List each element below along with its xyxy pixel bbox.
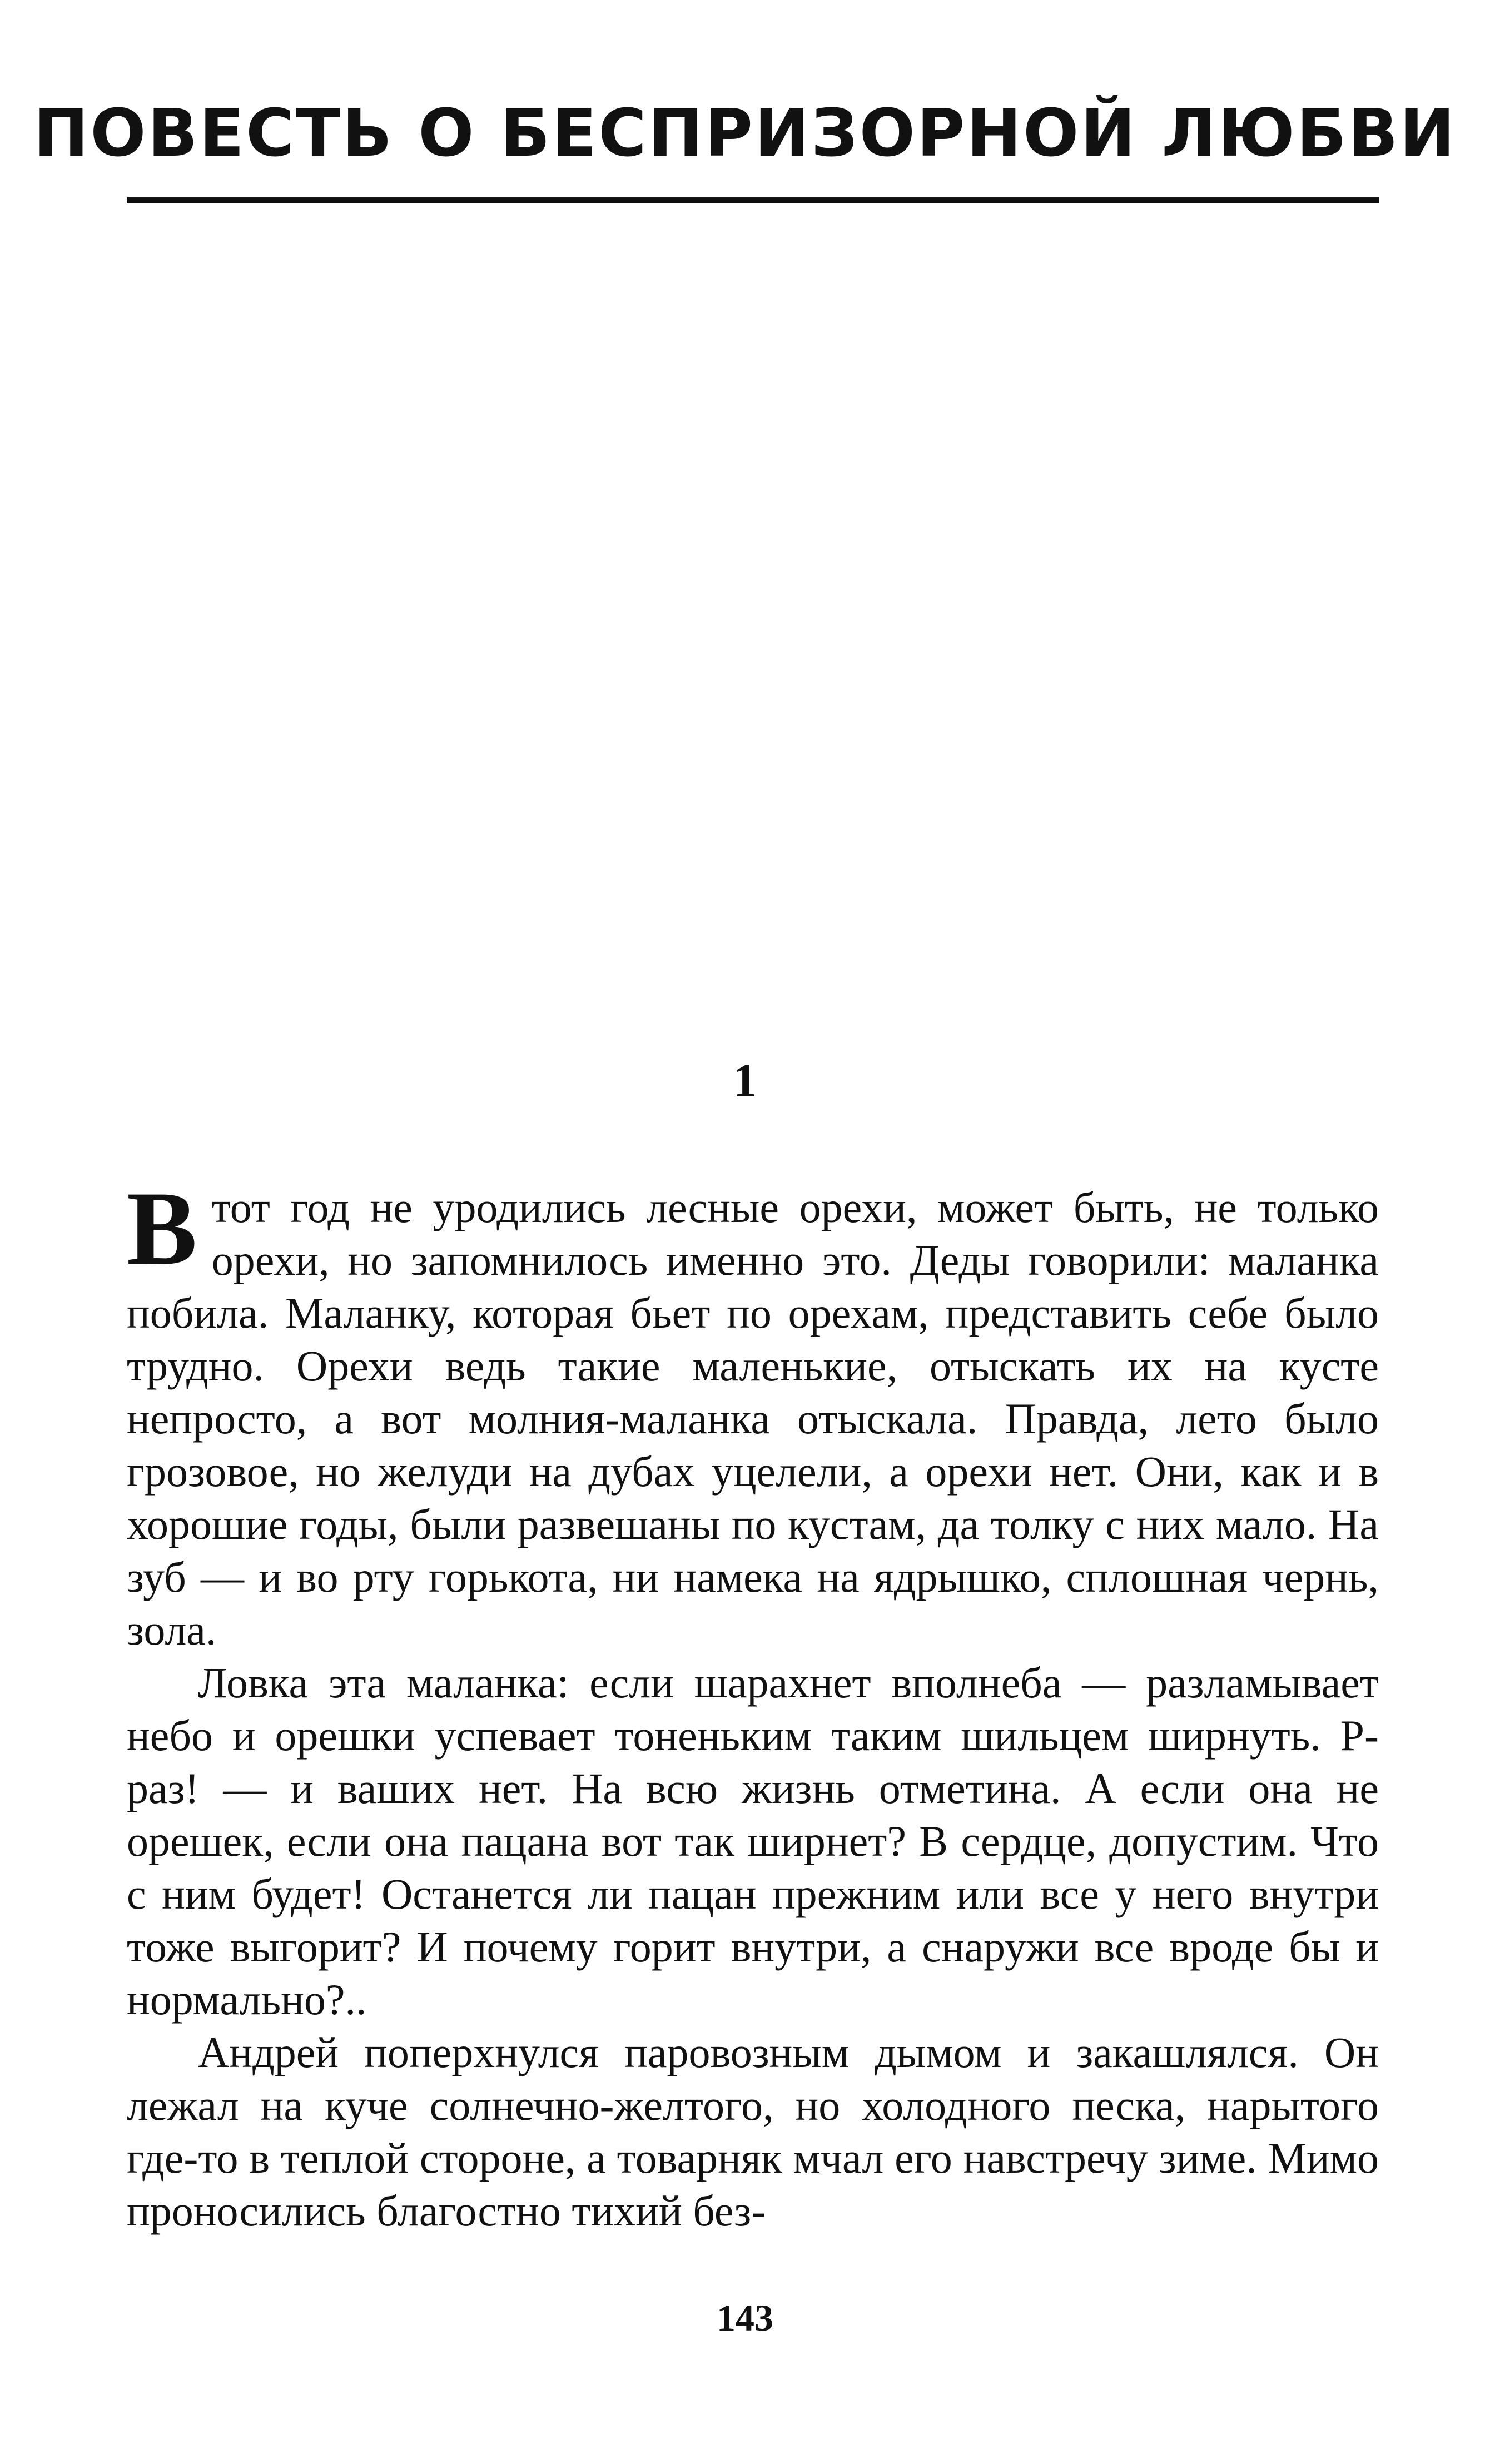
chapter-number: 1 <box>733 1054 757 1107</box>
paragraph-1-text: тот год не уродились лесные орехи, может быть, не только орехи, но запомнилось именно это. Деды говорили: маланка побила. Маланку, которая бьет по орехам, представить себе было трудно. Орехи ведь такие маленькие, отыскать их на кусте непросто, а вот молния-маланка отыскала. Правда, лето было грозовое, но желуди на дубах уцелели, а орехи нет. Они, как и в хорошие годы, были развешаны по кустам, да толку с них мало. На зуб — и во рту горькота, ни намека на ядрышко, сплошная чернь, зола. <box>127 1183 1379 1654</box>
page-title: ПОВЕСТЬ О БЕСПРИЗОРНОЙ ЛЮБВИ <box>33 95 1457 171</box>
paragraph-2: Ловка эта маланка: если шарахнет вполнеба — разламывает небо и орешки успевает тоненьким таким шильцем ширнуть. Р-раз! — и ваших нет. На всю жизнь отметина. А если она не орешек, если она пацана вот так ширнет? В сердце, допустим. Что с ним будет! Останется ли пацан прежним или все у него внутри тоже выгорит? И почему горит внутри, а снаружи все вроде бы и нормально?.. <box>127 1658 1379 2024</box>
paragraph-1 <box>127 1170 1379 1656</box>
title-divider <box>127 197 1379 203</box>
drop-cap: В <box>127 1170 197 1287</box>
page-number: 143 <box>717 2297 773 2339</box>
paragraph-3: Андрей поперхнулся паровозным дымом и закашлялся. Он лежал на куче солнечно-желтого, но холодного песка, нарытого где-то в теплой стороне, а товарняк мчал его навстречу зиме. Мимо проносились благостно тихий без- <box>127 2028 1379 2235</box>
body-text <box>127 1170 1379 2237</box>
